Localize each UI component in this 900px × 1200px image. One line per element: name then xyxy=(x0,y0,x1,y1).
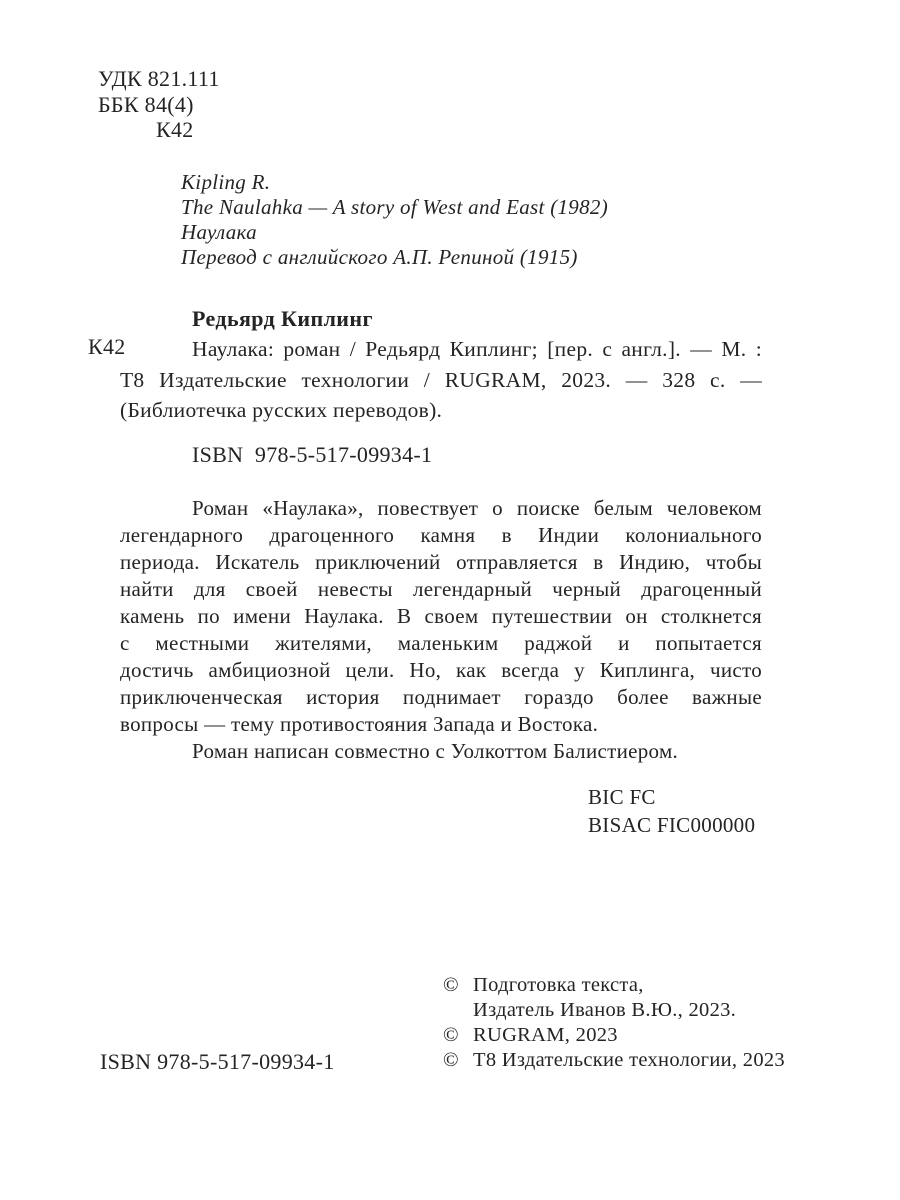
isbn-bottom: ISBN 978-5-517-09934-1 xyxy=(100,1049,335,1074)
annotation-line: найти для своей невесты легендарный черный драгоценный xyxy=(120,577,762,601)
annotation-line: приключенческая история поднимает гораздо более важные xyxy=(120,685,762,709)
catalog-entry-line: (Библиотечка русских переводов). xyxy=(120,398,443,422)
classification-codes-block xyxy=(98,66,220,143)
copyright-symbol: © xyxy=(443,1024,459,1046)
copyright-symbol: © xyxy=(443,974,459,996)
author-name: Редьярд Киплинг xyxy=(192,306,373,331)
copyright-entry xyxy=(443,1048,785,1073)
annotation-block xyxy=(120,495,762,765)
original-author: Kipling R. xyxy=(181,170,271,194)
bisac-code: BISAC FIC000000 xyxy=(588,812,756,837)
isbn-catalog: ISBN 978-5-517-09934-1 xyxy=(192,442,433,467)
annotation-line: вопросы — тему противостояния Запада и Востока. xyxy=(120,712,599,736)
bbk-code: ББК 84(4) xyxy=(98,91,194,117)
annotation-line: камень по имени Наулака. В своем путешествии он столкнется xyxy=(120,604,762,628)
russian-title: Наулака xyxy=(181,220,257,244)
copyright-entry xyxy=(443,973,785,998)
catalog-entry xyxy=(120,334,762,426)
copyright-block xyxy=(443,973,785,1073)
copyright-text: Т8 Издательские технологии, 2023 xyxy=(473,1049,785,1071)
catalog-entry-line: Т8 Издательские технологии / RUGRAM, 2023. — 328 с. — xyxy=(120,367,762,392)
copyright-entry xyxy=(443,1023,785,1048)
copyright-text: RUGRAM, 2023 xyxy=(473,1024,618,1046)
copyright-symbol: © xyxy=(443,1049,459,1071)
original-edition-block xyxy=(181,170,608,270)
author-sign-catalog: К42 xyxy=(88,334,126,359)
annotation-line: достичь амбициозной цели. Но, как всегда у Киплинга, чисто xyxy=(120,658,762,682)
bic-code: BIC FC xyxy=(588,785,656,809)
annotation-line: Роман «Наулака», повествует о поиске белым человеком xyxy=(192,496,762,520)
udk-code: УДК 821.111 xyxy=(98,66,220,91)
trade-classification-block xyxy=(588,784,755,839)
annotation-line: с местными жителями, маленьким раджой и попытается xyxy=(120,631,762,655)
copyright-entry-continuation: Издатель Иванов В.Ю., 2023. xyxy=(473,999,737,1021)
catalog-entry-line: Наулака: роман / Редьярд Киплинг; [пер. с англ.]. — М. : xyxy=(192,337,762,361)
translation-credit: Перевод с английского А.П. Репиной (1915) xyxy=(181,245,578,269)
annotation-coauthor-line: Роман написан совместно с Уолкоттом Балистиером. xyxy=(192,739,679,763)
annotation-line: легендарного драгоценного камня в Индии колониального xyxy=(120,523,762,547)
copyright-text: Подготовка текста, xyxy=(473,974,644,996)
author-sign-top: К42 xyxy=(156,117,194,142)
annotation-line: периода. Искатель приключений отправляется в Индию, чтобы xyxy=(120,550,762,574)
original-title: The Naulahka — A story of West and East (1982) xyxy=(181,195,609,219)
